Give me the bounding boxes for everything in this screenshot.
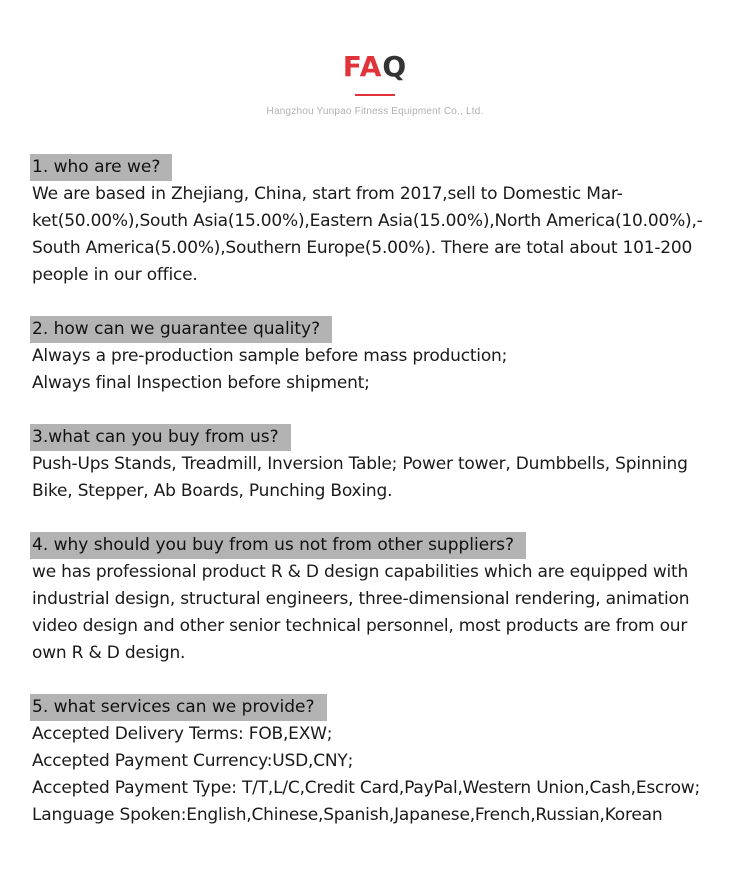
answer-line: own R & D design. bbox=[32, 643, 186, 663]
faq-item bbox=[32, 424, 732, 505]
answer-line: South America(5.00%),Southern Europe(5.00%). There are total about 101-200 bbox=[32, 238, 693, 258]
answer-line: video design and other senior technical personnel, most products are from our bbox=[32, 616, 688, 636]
faq-answer bbox=[32, 559, 732, 667]
answer-line: Bike, Stepper, Ab Boards, Punching Boxing. bbox=[32, 481, 393, 501]
answer-line: people in our office. bbox=[32, 265, 198, 285]
page-header bbox=[0, 50, 750, 117]
faq-question: 1. who are we? bbox=[30, 154, 172, 181]
title-accent-text: FA bbox=[342, 50, 383, 83]
answer-line: Accepted Delivery Terms: FOB,EXW; bbox=[32, 724, 333, 744]
answer-line: Language Spoken:English,Chinese,Spanish,Japanese,French,Russian,Korean bbox=[32, 805, 663, 825]
faq-question: 2. how can we guarantee quality? bbox=[30, 316, 332, 343]
answer-line: Accepted Payment Currency:USD,CNY; bbox=[32, 751, 354, 771]
faq-list bbox=[32, 154, 732, 856]
faq-answer bbox=[32, 181, 732, 289]
faq-answer bbox=[32, 721, 732, 829]
faq-item bbox=[32, 154, 732, 289]
faq-item bbox=[32, 532, 732, 667]
faq-answer bbox=[32, 451, 732, 505]
title-underline bbox=[355, 94, 395, 96]
answer-line: Always final Inspection before shipment; bbox=[32, 373, 370, 393]
answer-line: Always a pre-production sample before mass production; bbox=[32, 346, 508, 366]
page-title bbox=[0, 50, 750, 84]
faq-question: 4. why should you buy from us not from other suppliers? bbox=[30, 532, 526, 559]
faq-question: 3.what can you buy from us? bbox=[30, 424, 291, 451]
faq-answer bbox=[32, 343, 732, 397]
company-name: Hangzhou Yunpao Fitness Equipment Co., Ltd. bbox=[266, 106, 484, 117]
answer-line: Accepted Payment Type: T/T,L/C,Credit Card,PayPal,Western Union,Cash,Escrow; bbox=[32, 778, 701, 798]
answer-line: we has professional product R & D design capabilities which are equipped with bbox=[32, 562, 689, 582]
answer-line: We are based in Zhejiang, China, start from 2017,sell to Domestic Mar- bbox=[32, 184, 623, 204]
faq-question: 5. what services can we provide? bbox=[30, 694, 327, 721]
answer-line: ket(50.00%),South Asia(15.00%),Eastern Asia(15.00%),North America(10.00%),- bbox=[32, 211, 703, 231]
answer-line: industrial design, structural engineers, three-dimensional rendering, animation bbox=[32, 589, 690, 609]
faq-item bbox=[32, 694, 732, 829]
title-dark-text: Q bbox=[382, 50, 408, 83]
answer-line: Push-Ups Stands, Treadmill, Inversion Table; Power tower, Dumbbells, Spinning bbox=[32, 454, 688, 474]
faq-item bbox=[32, 316, 732, 397]
